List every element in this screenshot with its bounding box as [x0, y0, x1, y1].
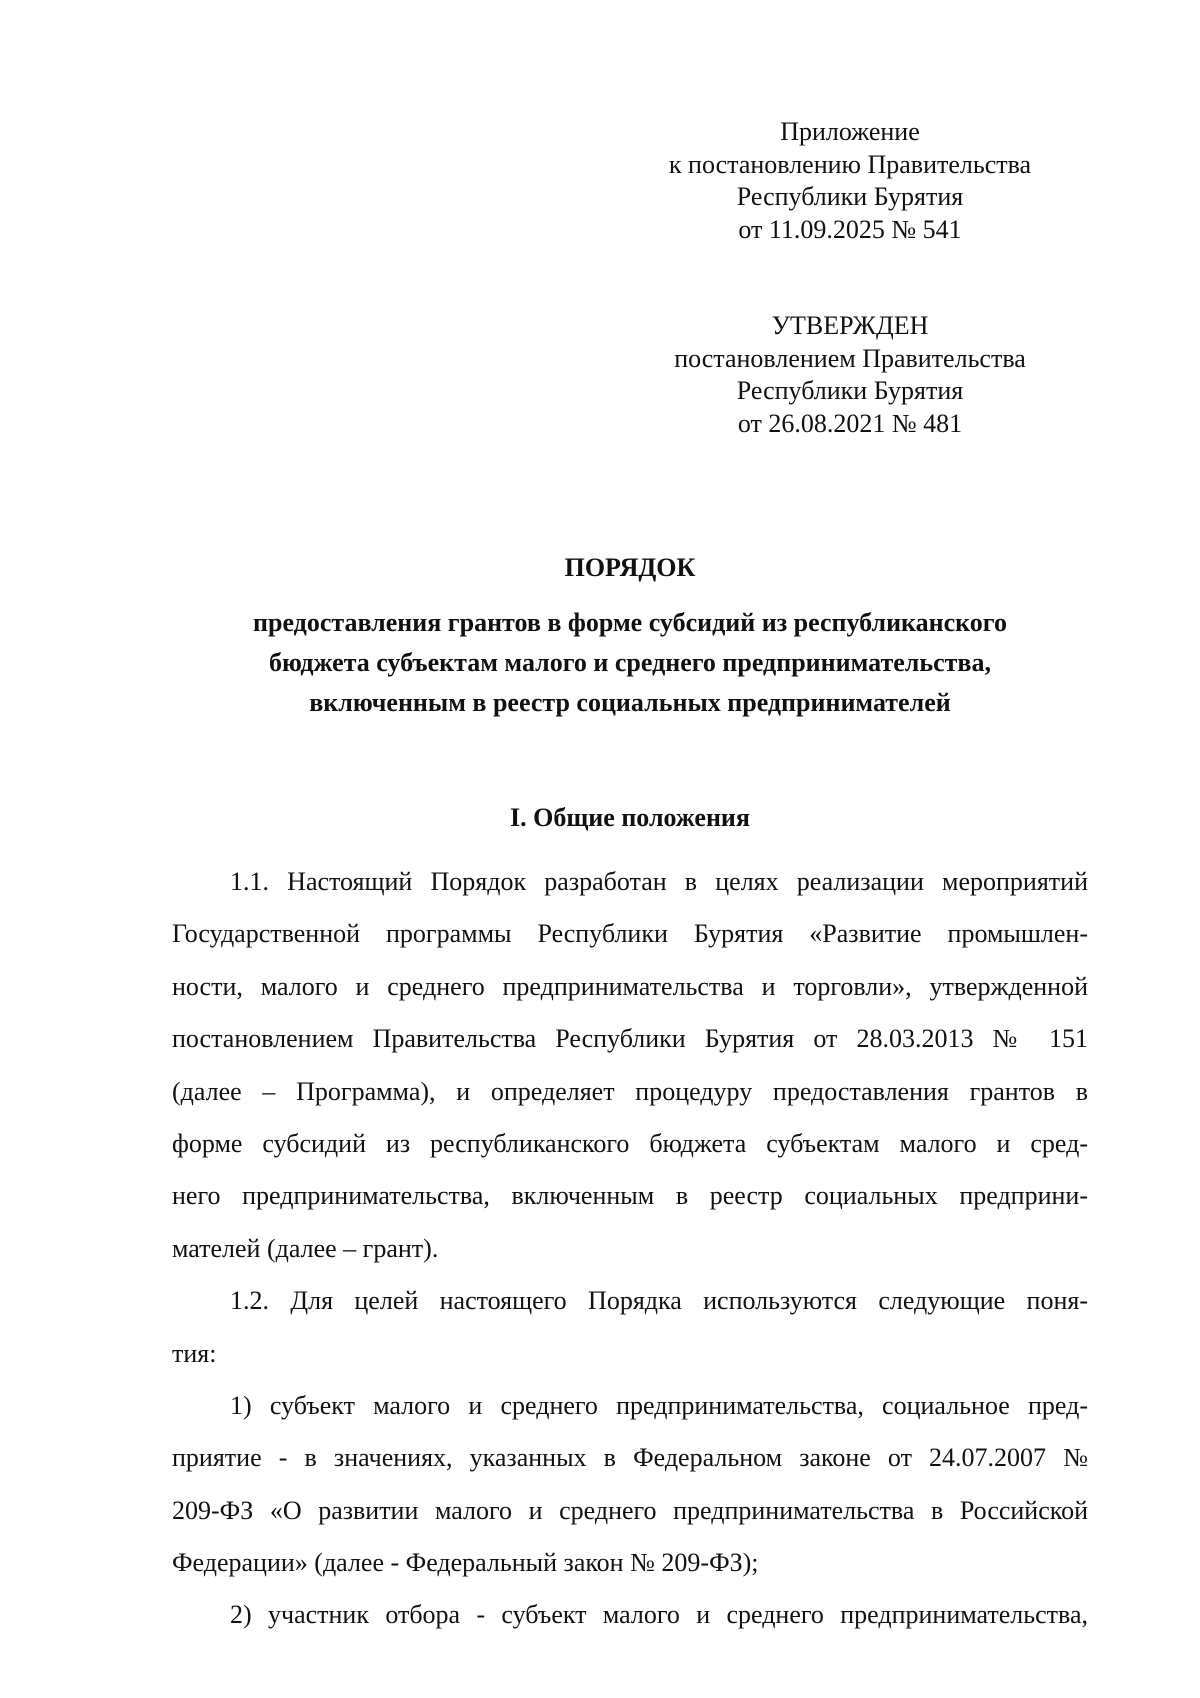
appendix-stamp-line: Республики Бурятия [736, 182, 964, 211]
document-subtitle-line: включенным в реестр социальных предпринимателей [309, 688, 951, 717]
paragraph-line: 1.2. Для целей настоящего Порядка используются следующие поня- [230, 1286, 1088, 1316]
paragraph-line: 1) субъект малого и среднего предпринимательства, социальное пред- [230, 1390, 1088, 1420]
approval-stamp-line: постановлением Правительства [674, 343, 1026, 373]
definition-item-2 [172, 1589, 1088, 1641]
document-subtitle-line: предоставления грантов в форме субсидий из республиканского [253, 608, 1007, 637]
document-body [172, 856, 1088, 1642]
paragraph-line: (далее – Программа), и определяет процедуру предоставления грантов в [172, 1076, 1088, 1106]
appendix-stamp-line: Приложение [780, 117, 920, 146]
approval-stamp-line: УТВЕРЖДЕН [771, 311, 929, 340]
paragraph-line: ности, малого и среднего предпринимательства и торговли», утвержденной [172, 971, 1088, 1001]
definition-item-1 [172, 1380, 1088, 1590]
paragraph-1-2 [172, 1275, 1088, 1380]
document-title-block [160, 550, 1100, 723]
paragraph-line: приятие - в значениях, указанных в Федеральном законе от 24.07.2007 № [172, 1443, 1088, 1473]
paragraph-line: 1.1. Настоящий Порядок разработан в целях реализации мероприятий [230, 867, 1088, 896]
paragraph-line: 2) участник отбора - субъект малого и среднего предпринимательства, [230, 1600, 1088, 1630]
paragraph-line: мателей (далее – грант). [172, 1233, 439, 1263]
appendix-stamp-line: к постановлению Правительства [668, 149, 1032, 179]
approval-stamp-line: Республики Бурятия [736, 376, 964, 405]
appendix-stamp [640, 116, 1060, 246]
paragraph-line: постановлением Правительства Республики Бурятия от 28.03.2013 № 151 [172, 1024, 1088, 1054]
section-heading: I. Общие положения [510, 803, 750, 832]
paragraph-line: Государственной программы Республики Бурятия «Развитие промышлен- [172, 919, 1088, 949]
appendix-stamp-line: от 11.09.2025 № 541 [738, 214, 962, 244]
paragraph-line: тия: [172, 1338, 217, 1368]
paragraph-1-1 [172, 856, 1088, 1275]
document-subtitle-line: бюджета субъектам малого и среднего предпринимательства, [269, 648, 991, 677]
approval-stamp-line: от 26.08.2021 № 481 [737, 408, 963, 438]
paragraph-line: Федерации» (далее - Федеральный закон № 209-ФЗ); [172, 1548, 759, 1578]
approval-stamp [640, 310, 1060, 440]
paragraph-line: форме субсидий из республиканского бюджета субъектам малого и сред- [172, 1128, 1088, 1158]
document-title: ПОРЯДОК [564, 553, 696, 582]
paragraph-line: него предпринимательства, включенным в реестр социальных предприни- [172, 1181, 1088, 1211]
paragraph-line: 209-ФЗ «О развитии малого и среднего предпринимательства в Российской [172, 1495, 1088, 1525]
